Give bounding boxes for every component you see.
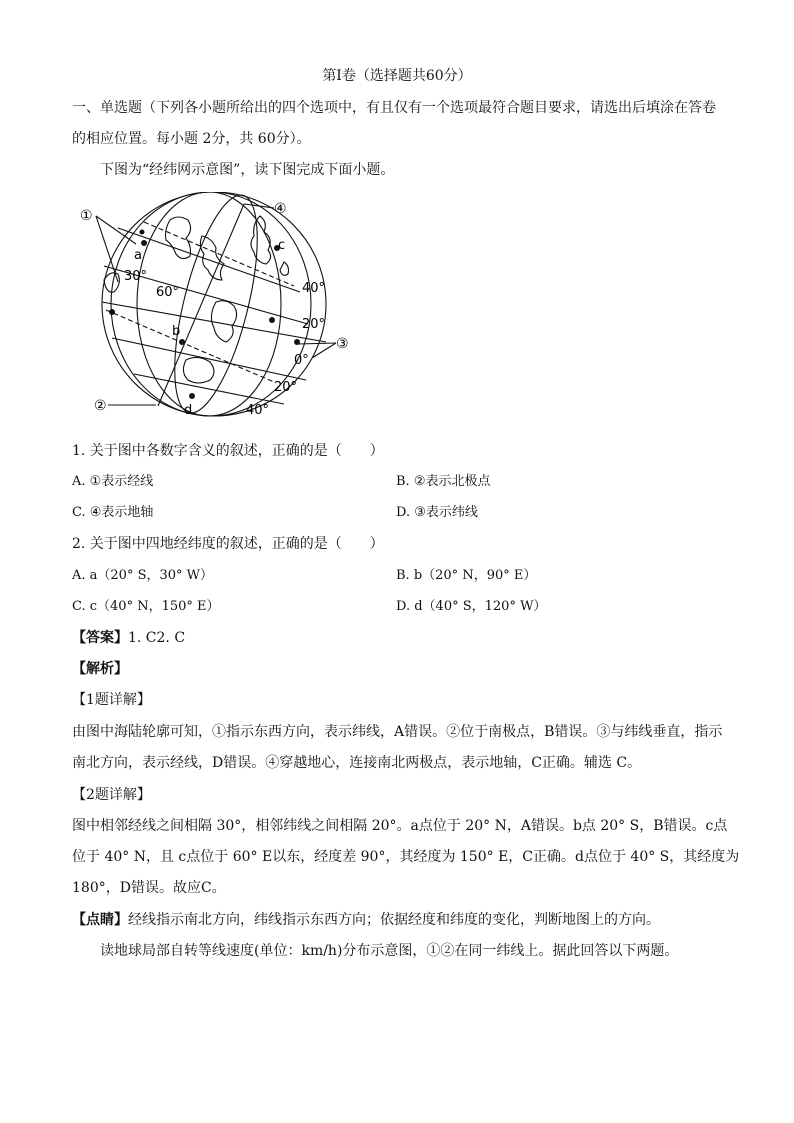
- callout-line-3: [298, 343, 336, 344]
- label-lon60: 60°: [156, 285, 180, 300]
- q2-option-d: D. d（40° S，120° W）: [396, 599, 547, 614]
- detail1-line-1: 由图中海陆轮廓可知，①指示东西方向，表示纬线，A错误。②位于南极点，B错误。③与纬线垂直，指示: [72, 724, 723, 740]
- detail2-line-2: 位于 40° N，且 c点位于 60° E以东，经度差 90°，其经度为 150° E，C正确。d点位于 40° S，其经度为: [72, 849, 740, 865]
- point-a-north: [140, 230, 145, 235]
- label-lat0: 0°: [294, 353, 309, 368]
- point-left: [109, 309, 115, 315]
- tip-label: 【点睛】: [72, 912, 128, 928]
- answer-text: 1. C2. C: [128, 630, 186, 646]
- land-outline: [183, 357, 214, 383]
- q1-stem: 1. 关于图中各数字含义的叙述，正确的是（ ）: [72, 443, 384, 459]
- label-lat40n: 40°: [302, 281, 326, 296]
- point-b: [179, 339, 185, 345]
- tip-text: 经线指示南北方向，纬线指示东西方向；依据经度和纬度的变化，判断地图上的方向。: [128, 912, 660, 928]
- answer-label: 【答案】: [72, 630, 128, 646]
- q1-option-d: D. ③表示纬线: [396, 505, 478, 520]
- detail1-label: 【1题详解】: [72, 692, 151, 708]
- analysis-label: 【解析】: [72, 661, 128, 677]
- callout-line-4: [244, 204, 274, 208]
- q1-option-b: B. ②表示北极点: [396, 474, 491, 489]
- land-outline: [280, 262, 289, 275]
- detail2-label: 【2题详解】: [72, 787, 151, 803]
- q1-option-c: C. ④表示地轴: [72, 505, 154, 520]
- meridian: [158, 192, 274, 420]
- label-d: d: [184, 403, 193, 418]
- q2-option-a: A. a（20° S，30° W）: [72, 568, 214, 583]
- marker-3: ③: [336, 336, 349, 352]
- graticule-diagram: [74, 192, 364, 422]
- earth-axis: [158, 204, 244, 406]
- detail2-line-3: 180°，D错误。故应C。: [72, 880, 226, 896]
- tip-row: [72, 910, 660, 930]
- point-d: [189, 393, 195, 399]
- label-lat40s: 40°: [246, 403, 270, 418]
- meridian: [137, 192, 281, 416]
- point-mid: [269, 317, 275, 323]
- next-question-intro: 读地球局部自转等线速度(单位：km/h)分布示意图，①②在同一纬线上。据此回答以下两题。: [100, 943, 679, 959]
- label-lat20n: 20°: [302, 317, 326, 332]
- point-a: [141, 240, 147, 246]
- q2-stem: 2. 关于图中四地经纬度的叙述，正确的是（ ）: [72, 536, 384, 552]
- marker-2: ②: [94, 398, 107, 414]
- section-title: 第Ⅰ卷（选择题共60分）: [322, 68, 472, 84]
- label-lat20s: 20°: [274, 380, 298, 395]
- q2-option-c: C. c（40° N，150° E）: [72, 599, 220, 614]
- figure-intro: 下图为“经纬网示意图”，读下图完成下面小题。: [100, 162, 395, 178]
- marker-1: ①: [80, 208, 93, 224]
- label-b: b: [172, 324, 181, 339]
- label-lon30: 30°: [124, 269, 148, 284]
- instruction-line-1: 一、单选题（下列各小题所给出的四个选项中，有且仅有一个选项最符合题目要求，请选出后填涂在答卷: [72, 100, 716, 116]
- label-c: c: [278, 238, 286, 253]
- instruction-line-2: 的相应位置。每小题 2分，共 60分）。: [72, 131, 311, 147]
- marker-4: ④: [274, 201, 287, 217]
- q2-option-b: B. b（20° N，90° E）: [396, 568, 537, 583]
- point-right: [294, 339, 300, 345]
- q1-option-a: A. ①表示经线: [72, 474, 154, 489]
- tropic-line: [144, 222, 294, 286]
- detail1-line-2: 南北方向，表示经线，D错误。④穿越地心，连接南北两极点，表示地轴，C正确。辅选 C。: [72, 755, 642, 771]
- answer-row: [72, 628, 185, 648]
- detail2-line-1: 图中相邻经线之间相隔 30°，相邻纬线之间相隔 20°。a点位于 20° N，A错误。b点 20° S，B错误。c点: [72, 818, 728, 834]
- land-outline: [211, 301, 236, 342]
- parallel-0: [102, 302, 326, 342]
- label-a: a: [134, 248, 142, 263]
